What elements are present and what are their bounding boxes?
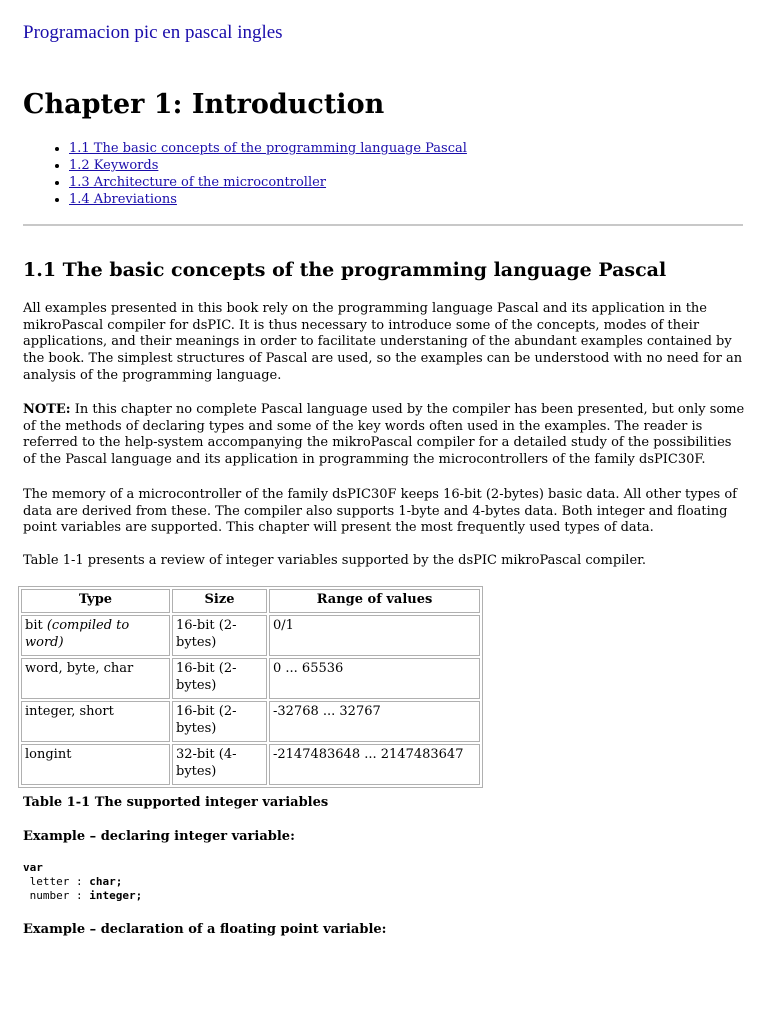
- chapter-title: Chapter 1: Introduction: [23, 89, 385, 120]
- toc-link-1-4[interactable]: 1.4 Abreviations: [69, 192, 177, 207]
- code-line-1-name: letter :: [23, 875, 90, 888]
- toc-item: [69, 174, 467, 191]
- cell-range: 0 ... 65536: [269, 658, 480, 699]
- note-label: NOTE:: [23, 402, 71, 417]
- table-row: [21, 701, 480, 742]
- cell-size: 16-bit (2-bytes): [172, 658, 267, 699]
- section-title: 1.1 The basic concepts of the programming language Pascal: [23, 259, 667, 281]
- cell-range: -2147483648 ... 2147483647: [269, 744, 480, 785]
- toc-link-1-1[interactable]: 1.1 The basic concepts of the programming language Pascal: [69, 141, 467, 156]
- toc-item: [69, 191, 467, 208]
- example-1-title: Example – declaring integer variable:: [23, 829, 295, 844]
- table-row: [21, 658, 480, 699]
- memory-paragraph: The memory of a microcontroller of the family dsPIC30F keeps 16-bit (2-bytes) basic data. All other types of data are derived from these. The compiler also supports 1-byte and 4-bytes data. Both integer and floating point variables are supported. This chapter will present the most frequently used types of data.: [23, 487, 737, 536]
- code-line-2-name: number :: [23, 889, 90, 902]
- toc-link-1-3[interactable]: 1.3 Architecture of the microcontroller: [69, 175, 327, 190]
- toc-link-1-2[interactable]: 1.2 Keywords: [69, 158, 159, 173]
- cell-size: 16-bit (2-bytes): [172, 701, 267, 742]
- intro-paragraph: All examples presented in this book rely on the programming language Pascal and its application in the mikroPascal compiler for dsPIC. It is thus necessary to introduce some of the concepts, modes of their applications, and their meanings in order to facilitate understaning of the abundant examples contained by the book. The simplest structures of Pascal are used, so the examples can be understood with no need for an analysis of the programming language.: [23, 301, 743, 383]
- cell-type: word, byte, char: [21, 658, 170, 699]
- header-range: Range of values: [269, 589, 480, 613]
- header-size: Size: [172, 589, 267, 613]
- cell-type: integer, short: [21, 701, 170, 742]
- code-line-1-type: char;: [89, 875, 123, 888]
- type-name: bit: [25, 618, 43, 633]
- toc-item: [69, 140, 467, 157]
- example-2-title: Example – declaration of a floating point variable:: [23, 922, 387, 937]
- table-row: [21, 744, 480, 785]
- note-text: In this chapter no complete Pascal language used by the compiler has been presented, but only some of the methods of declaring types and some of the key words often used in the examples. The reader is referred to the help-system accompanying the mikroPascal compiler for a detailed study of the possibilities of the Pascal language and its application in programming the microcontrollers of the family dsPIC30F.: [23, 402, 745, 468]
- type-note: (compiled to word): [25, 618, 130, 650]
- integer-types-table: [18, 586, 483, 788]
- cell-type: [21, 615, 170, 656]
- code-line-2-type: integer;: [89, 889, 143, 902]
- cell-size: 32-bit (4-bytes): [172, 744, 267, 785]
- code-keyword-var: var: [23, 861, 43, 874]
- cell-type: longint: [21, 744, 170, 785]
- code-block: [23, 861, 142, 903]
- table-header-row: [21, 589, 480, 613]
- header-type: Type: [21, 589, 170, 613]
- cell-range: 0/1: [269, 615, 480, 656]
- document-title-link[interactable]: Programacion pic en pascal ingles: [23, 22, 283, 43]
- section-divider: [23, 224, 743, 226]
- toc-item: [69, 157, 467, 174]
- table-caption: Table 1-1 The supported integer variables: [23, 795, 329, 810]
- table-of-contents: [45, 140, 467, 208]
- table-intro-paragraph: Table 1-1 presents a review of integer variables supported by the dsPIC mikroPascal compiler.: [23, 553, 647, 568]
- table-row: [21, 615, 480, 656]
- cell-size: 16-bit (2-bytes): [172, 615, 267, 656]
- cell-range: -32768 ... 32767: [269, 701, 480, 742]
- note-paragraph: [23, 402, 745, 469]
